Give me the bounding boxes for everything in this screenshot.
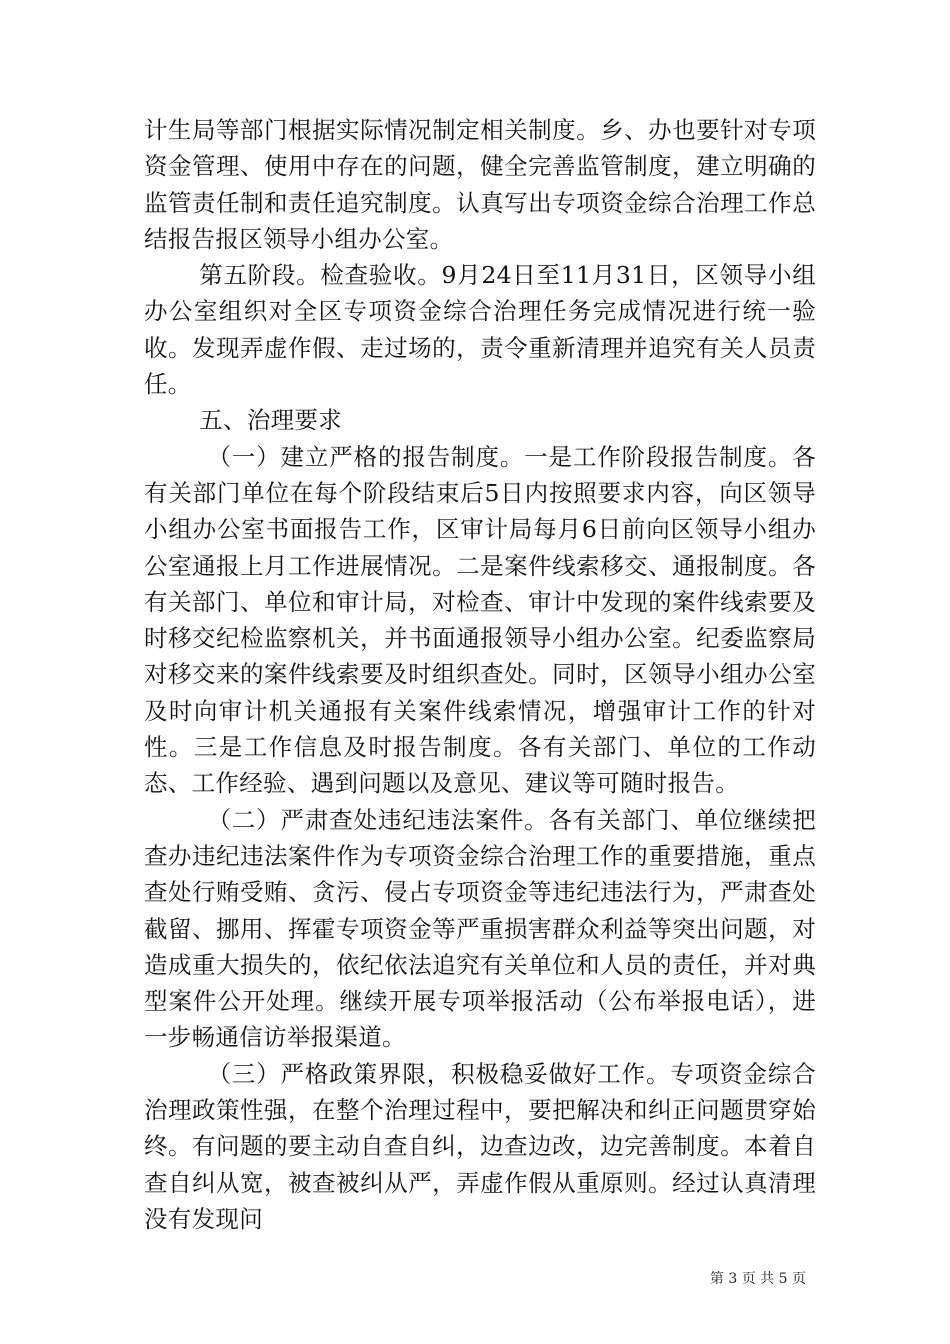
page-number-footer: 第 3 页 共 5 页 bbox=[709, 1271, 806, 1287]
paragraph-policy-boundaries: （三）严格政策界限，积极稳妥做好工作。专项资金综合治理政策性强，在整个治理过程中，要把解决和纠正问题贯穿始终。有问题的要主动自查自纠，边查边改，边完善制度。本着自查自纠从宽，被查被纠从严，弄虚作假从重原则。经过认真清理没有发现问 bbox=[144, 1059, 816, 1233]
document-body bbox=[144, 112, 816, 1237]
paragraph-stage-five: 第五阶段。检查验收。9月24日至11月31日，区领导小组办公室组织对全区专项资金综合治理任务完成情况进行统一验收。发现弄虚作假、走过场的，责令重新清理并追究有关人员责任。 bbox=[144, 261, 816, 399]
paragraph-continuation: 计生局等部门根据实际情况制定相关制度。乡、办也要针对专项资金管理、使用中存在的问题，健全完善监管制度，建立明确的监管责任制和责任追究制度。认真写出专项资金综合治理工作总结报告报区领导小组办公室。 bbox=[144, 116, 816, 253]
paragraph-reporting-system: （一）建立严格的报告制度。一是工作阶段报告制度。各有关部门单位在每个阶段结束后5日内按照要求内容，向区领导小组办公室书面报告工作，区审计局每月6日前向区领导小组办公室通报上月工作进展情况。二是案件线索移交、通报制度。各有关部门、单位和审计局，对检查、审计中发现的案件线索要及时移交纪检监察机关，并书面通报领导小组办公室。纪委监察局对移交来的案件线索要及时组织查处。同时，区领导小组办公室及时向审计机关通报有关案件线索情况，增强审计工作的针对性。三是工作信息及时报告制度。各有关部门、单位的工作动态、工作经验、遇到问题以及意见、建议等可随时报告。 bbox=[144, 442, 816, 798]
section-heading-governance-requirements: 五、治理要求 bbox=[199, 406, 343, 435]
paragraph-case-investigation: （二）严肃查处违纪违法案件。各有关部门、单位继续把查办违纪违法案件作为专项资金综合治理工作的重要措施，重点查处行贿受贿、贪污、侵占专项资金等违纪违法行为，严肃查处截留、挪用、挥霍专项资金等严重损害群众利益等突出问题，对造成重大损失的，依纪依法追究有关单位和人员的责任，并对典型案件公开处理。继续开展专项举报活动（公布举报电话），进一步畅通信访举报渠道。 bbox=[144, 805, 816, 1052]
